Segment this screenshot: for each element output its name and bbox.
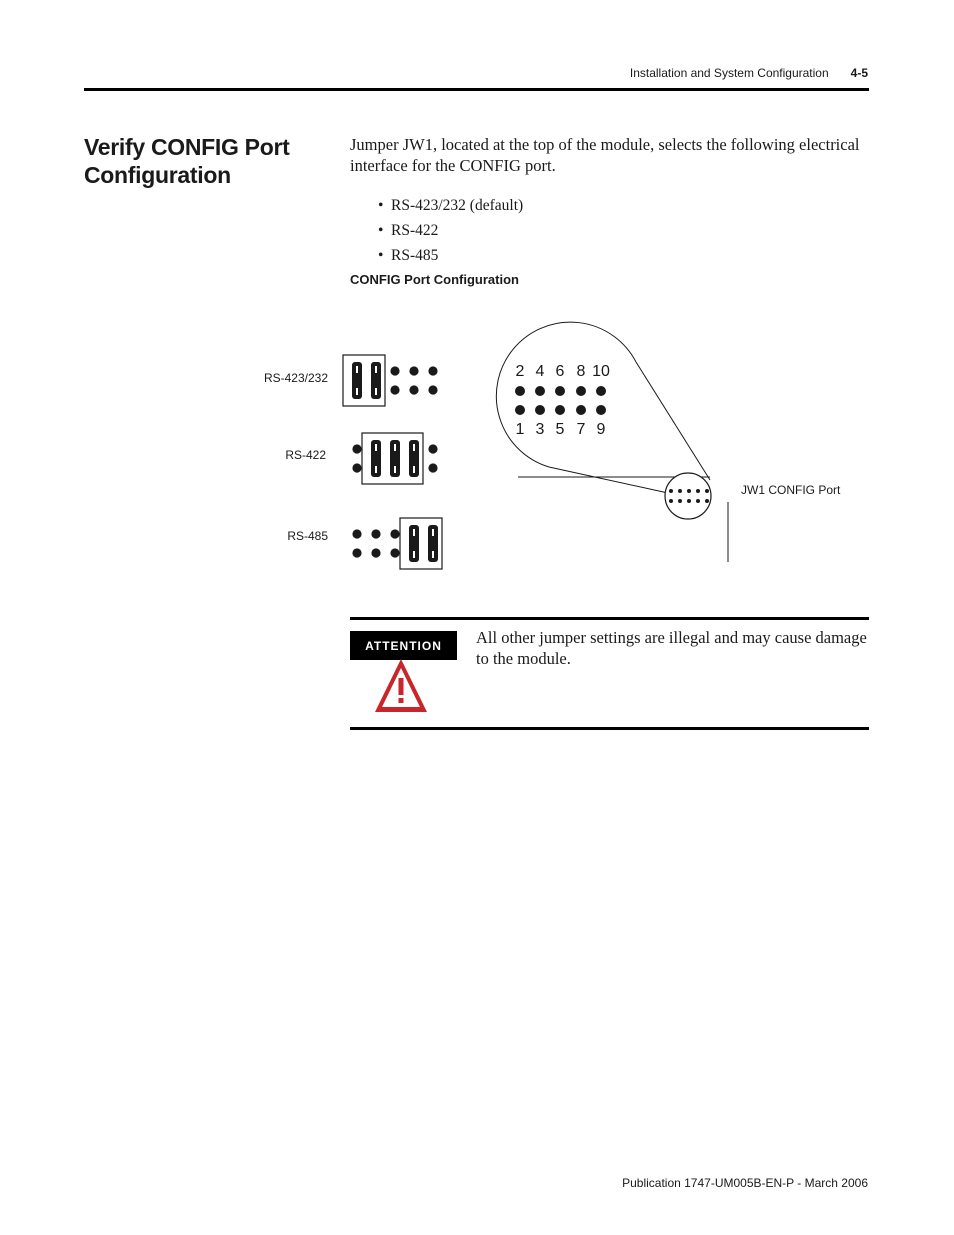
header-pin: [352, 529, 361, 538]
list-item: • RS-423/232 (default): [378, 197, 524, 214]
shunt-slot: [375, 466, 377, 473]
header-pin: [352, 444, 361, 453]
port-pin: [678, 499, 682, 503]
header-pin: [515, 405, 525, 415]
jumper-row: [352, 433, 437, 484]
shunt-slot: [413, 444, 415, 451]
jumper-row: [343, 355, 438, 406]
intro-paragraph: Jumper JW1, located at the top of the module, selects the following electrical interface for the CONFIG port.: [350, 135, 860, 175]
jumper-diagram: [0, 0, 954, 610]
header-pin: [390, 548, 399, 557]
jumper-row: [352, 518, 442, 569]
header-pin: [428, 385, 437, 394]
pin-number: 4: [535, 363, 545, 380]
attention-bottom-rule: [350, 727, 869, 730]
pin-number: 7: [576, 421, 586, 438]
header-pin: [535, 405, 545, 415]
shunt-slot: [413, 551, 415, 558]
option-label-rs485: RS-485: [287, 529, 328, 543]
port-pin: [678, 489, 682, 493]
attention-badge: ATTENTION: [350, 631, 457, 660]
header-pin: [390, 385, 399, 394]
pin-number: 5: [555, 421, 565, 438]
header-pin: [515, 386, 525, 396]
jw1-port: [665, 473, 711, 519]
header-pin: [555, 386, 565, 396]
port-outline: [665, 473, 711, 519]
shunt-slot: [432, 529, 434, 536]
header-pin: [352, 548, 361, 557]
port-pin: [696, 489, 700, 493]
attention-top-rule: [350, 617, 869, 620]
attention-text: All other jumper settings are illegal and may cause damage to the module.: [476, 628, 867, 668]
shunt-slot: [375, 366, 377, 373]
port-label: JW1 CONFIG Port: [741, 483, 841, 497]
shunt-slot: [413, 529, 415, 536]
header-pin: [371, 548, 380, 557]
header-pin: [576, 405, 586, 415]
shunt-slot: [356, 388, 358, 395]
shunt-slot: [394, 466, 396, 473]
section-title: Verify CONFIG Port Configuration: [84, 134, 290, 188]
port-pin: [705, 499, 709, 503]
header-pin: [409, 366, 418, 375]
header-pin: [428, 366, 437, 375]
shunt-slot: [375, 388, 377, 395]
publication-footer: Publication 1747-UM005B-EN-P - March 2006: [622, 1176, 868, 1190]
option-label-rs422: RS-422: [285, 448, 326, 462]
pin-number: 2: [515, 363, 525, 380]
port-pin: [687, 499, 691, 503]
callout-line-lower: [549, 467, 668, 493]
warning-exclamation-bar: [399, 678, 404, 695]
header-pin: [428, 444, 437, 453]
port-pin: [669, 499, 673, 503]
jw1-detail: [496, 322, 728, 562]
pin-number: 1: [515, 421, 525, 438]
warning-triangle-icon: [373, 656, 429, 714]
detail-pins: [515, 386, 606, 415]
callout-line-upper: [636, 362, 710, 480]
shunt-slot: [394, 444, 396, 451]
shunt-slot: [413, 466, 415, 473]
port-pin: [696, 499, 700, 503]
header-pin: [576, 386, 586, 396]
list-item: • RS-422: [378, 222, 439, 239]
header-pin: [596, 405, 606, 415]
header-pin: [409, 385, 418, 394]
pin-number: 10: [592, 363, 610, 380]
port-pin: [669, 489, 673, 493]
shunt-slot: [356, 366, 358, 373]
header-pin: [428, 463, 437, 472]
option-label-rs423: RS-423/232: [263, 371, 328, 385]
warning-exclamation-dot: [399, 698, 404, 703]
port-pin: [705, 489, 709, 493]
jumper-rows: [343, 355, 442, 569]
header-pin: [390, 529, 399, 538]
list-item: • RS-485: [378, 247, 439, 264]
header-pin: [535, 386, 545, 396]
pin-number: 3: [535, 421, 545, 438]
header-pin: [555, 405, 565, 415]
page-number: 4-5: [850, 66, 868, 80]
shunt-slot: [432, 551, 434, 558]
pin-number: 6: [555, 363, 565, 380]
port-pin: [687, 489, 691, 493]
pin-number: 9: [596, 421, 606, 438]
pin-number: 8: [576, 363, 586, 380]
header-pin: [390, 366, 399, 375]
figure-caption: CONFIG Port Configuration: [350, 272, 519, 287]
header-pin: [352, 463, 361, 472]
running-title: Installation and System Configuration: [629, 66, 829, 80]
header-pin: [596, 386, 606, 396]
header-pin: [371, 529, 380, 538]
shunt-slot: [375, 444, 377, 451]
